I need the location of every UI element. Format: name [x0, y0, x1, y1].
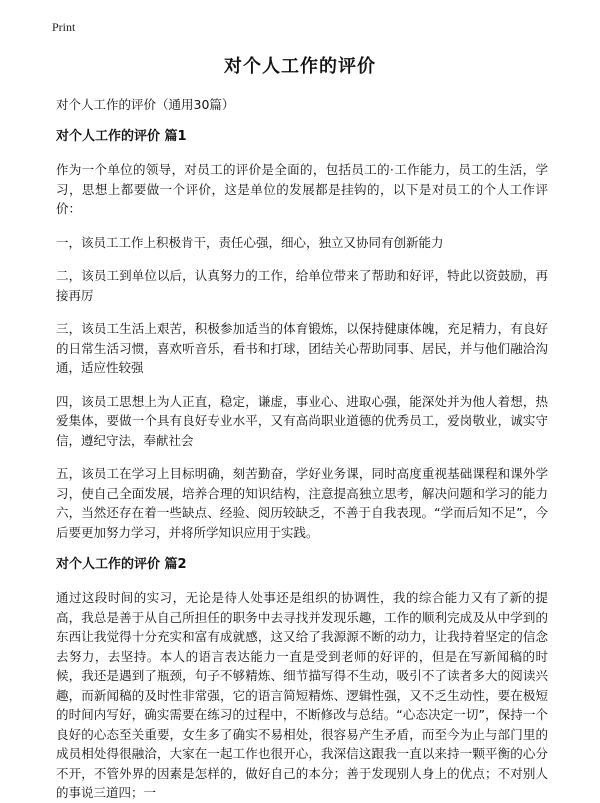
paragraph: 一，该员工工作上积极肯干，责任心强，细心，独立又协同有创新能力	[56, 234, 444, 250]
section-2	[56, 556, 548, 803]
paragraph: 二，该员工到单位以后，认真努力的工作，给单位带来了帮助和好评，特此以资鼓励，再接再厉	[56, 268, 548, 303]
paragraph: 作为一个单位的领导，对员工的评价是全面的，包括员工的·工作能力，员工的生活，学习，思想上都要做一个评价，这是单位的发展都是挂钩的，以下是对员工的个人工作评价：	[56, 162, 548, 216]
document-title: 对个人工作的评价	[224, 56, 376, 77]
paragraph: 三，该员工生活上艰苦，积极参加适当的体育锻炼，以保持健康体魄，充足精力，有良好的日常生活习惯，喜欢听音乐，看书和打球，团结关心帮助同事、居民，并与他们融洽沟通，适应性较强	[56, 321, 548, 375]
section-heading: 对个人工作的评价 篇2	[56, 557, 187, 572]
document-subtitle: 对个人工作的评价（通用30篇）	[56, 97, 235, 112]
section-1	[56, 128, 548, 542]
section-heading: 对个人工作的评价 篇1	[56, 129, 187, 144]
paragraph: 通过这段时间的实习，无论是待人处事还是组织的协调性，我的综合能力又有了新的提高，我总是善于从自己所担任的职务中去寻找并发现乐趣，工作的顺利完成及从中学到的东西让我觉得十分充实和富有成就感，这又给了我源源不断的动力，让我持着坚定的信念去努力，去坚持。本人的语言表达能力一直是受到老师的好评的，但是在写新闻稿的时候，我还是遇到了瓶颈，句子不够精炼、细节描写得不生动，吸引不了读者多大的阅读兴趣，而新闻稿的及时性非常强，它的语言简短精炼、逻辑性强，又不乏生动性，要在极短的时间内写好，确实需要在练习的过程中，不断修改与总结。“心态决定一切”，保持一个良好的心态至关重要，女生多了确实不易相处，很容易产生矛盾，而至今为止与部门里的成员相处得很融洽，大家在一起工作也很开心，我深信这跟我一直以来持一颗平衡的心分不开，不管外界的因素是怎样的，做好自己的本分；善于发现别人身上的优点；不对别人的事说三道四；一	[56, 590, 548, 800]
print-link[interactable]: Print	[52, 20, 76, 34]
paragraph: 五，该员工在学习上目标明确，刻苦勤奋，学好业务课，同时高度重视基础课程和课外学习，使自己全面发展，培养合理的知识结构，注意提高独立思考，解决问题和学习的能力 六，当然还存在着一些缺点、经验、阅历较缺乏，不善于自我表现。“学而后知不足”，今后要更加努力学习，并将所学知识应用于实践。	[56, 466, 548, 540]
document-body	[56, 96, 548, 803]
paragraph: 四，该员工思想上为人正直，稳定，谦虚，事业心、进取心强，能深处并为他人着想，热爱集体，要做一个具有良好专业水平，又有高尚职业道德的优秀员工，爱岗敬业，诚实守信，遵纪守法，奉献社会	[56, 393, 548, 448]
